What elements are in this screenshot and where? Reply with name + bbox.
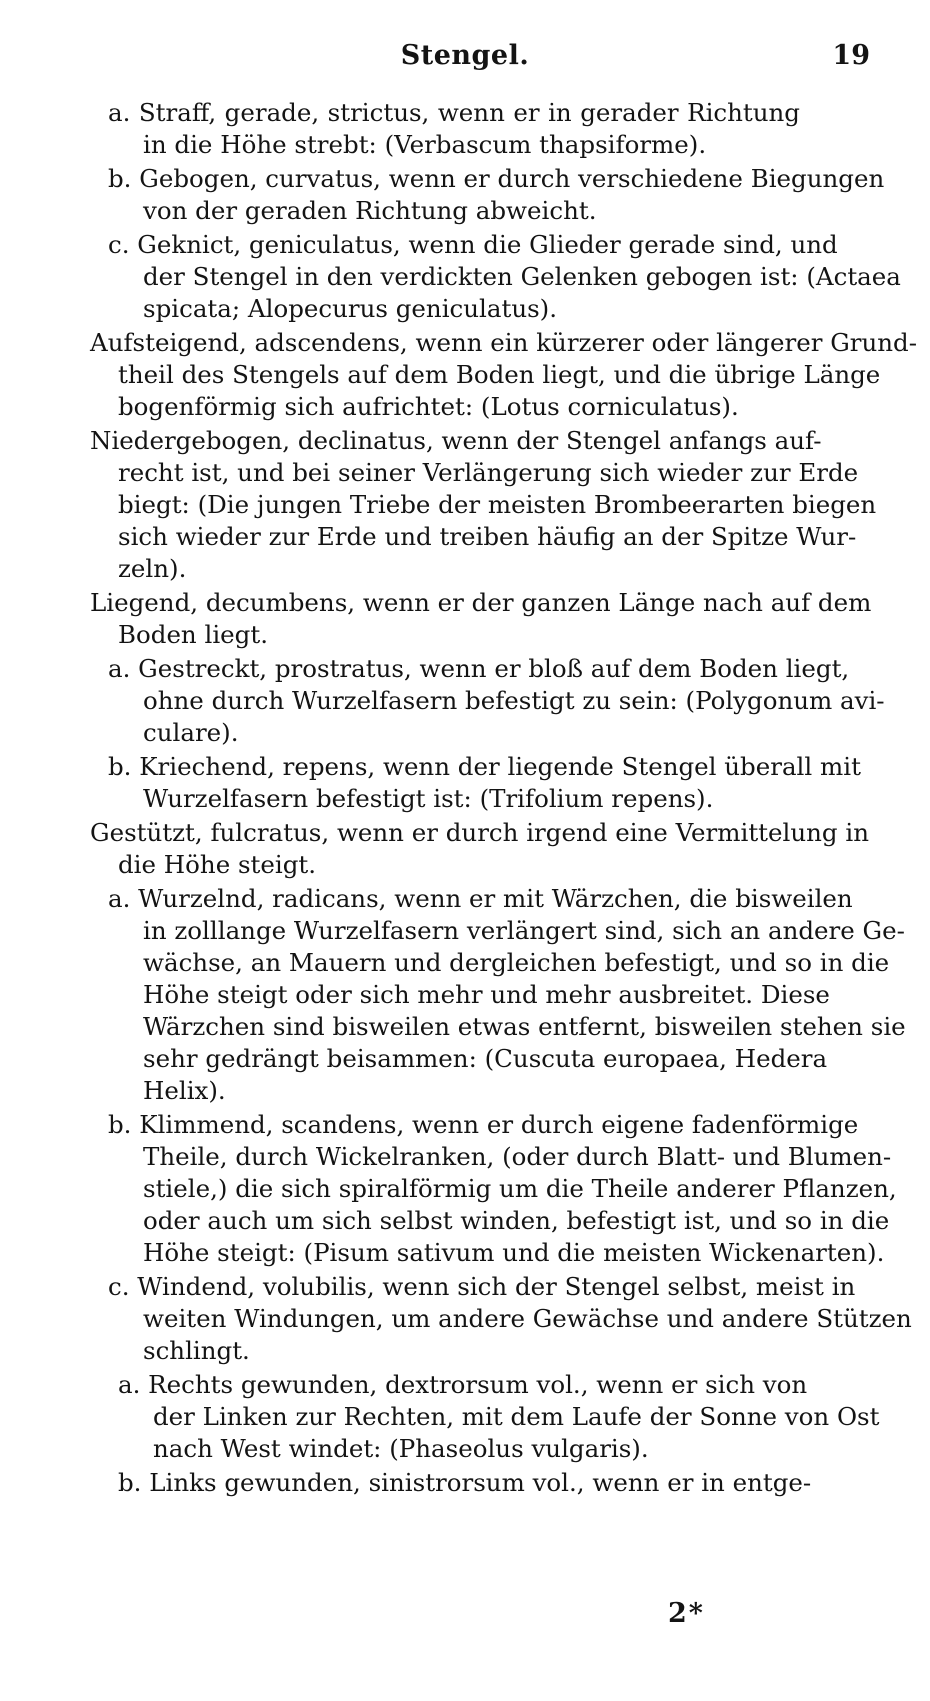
text-line: in zolllange Wurzelfasern verlängert sind, sich an andere Ge- [143, 916, 905, 945]
text-line: b. Klimmend, scandens, wenn er durch eigene fadenförmige [108, 1110, 859, 1139]
text-line: sich wieder zur Erde und treiben häufig an der Spitze Wur- [118, 522, 857, 551]
text-line: a. Gestreckt, prostratus, wenn er bloß auf dem Boden liegt, [108, 654, 850, 683]
text-line: von der geraden Richtung abweicht. [143, 196, 597, 225]
text-line: sehr gedrängt beisammen: (Cuscuta europaea, Hedera [143, 1044, 828, 1073]
running-header [0, 40, 930, 80]
text-line: Boden liegt. [118, 620, 268, 649]
signature-mark: 2* [668, 1598, 705, 1629]
text-line: b. Gebogen, curvatus, wenn er durch verschiedene Biegungen [108, 164, 885, 193]
text-line: bogenförmig sich aufrichtet: (Lotus corniculatus). [118, 392, 739, 421]
text-line: Wurzelfasern befestigt ist: (Trifolium repens). [143, 784, 714, 813]
text-line: Aufsteigend, adscendens, wenn ein kürzerer oder längerer Grund- [90, 328, 918, 357]
text-line: a. Rechts gewunden, dextrorsum vol., wenn er sich von [118, 1370, 808, 1399]
text-line: spicata; Alopecurus geniculatus). [143, 294, 558, 323]
text-line: culare). [143, 718, 239, 747]
page-number: 19 [832, 40, 870, 71]
text-line: wächse, an Mauern und dergleichen befestigt, und so in die [143, 948, 890, 977]
text-line: recht ist, und bei seiner Verlängerung sich wieder zur Erde [118, 458, 859, 487]
text-line: b. Links gewunden, sinistrorsum vol., wenn er in entge- [118, 1468, 812, 1497]
text-line: Theile, durch Wickelranken, (oder durch Blatt- und Blumen- [143, 1142, 892, 1171]
text-line: nach West windet: (Phaseolus vulgaris). [153, 1434, 649, 1463]
text-line: zeln). [118, 554, 187, 583]
text-line: Niedergebogen, declinatus, wenn der Stengel anfangs auf- [90, 426, 822, 455]
text-line: stiele,) die sich spiralförmig um die Theile anderer Pflanzen, [143, 1174, 897, 1203]
text-line: ohne durch Wurzelfasern befestigt zu sein: (Polygonum avi- [143, 686, 885, 715]
text-line: Höhe steigt: (Pisum sativum und die meisten Wickenarten). [143, 1238, 885, 1267]
text-line: Gestützt, fulcratus, wenn er durch irgend eine Vermittelung in [90, 818, 869, 847]
text-line: c. Windend, volubilis, wenn sich der Stengel selbst, meist in [108, 1272, 856, 1301]
text-line: der Linken zur Rechten, mit dem Laufe der Sonne von Ost [153, 1402, 880, 1431]
text-line: biegt: (Die jungen Triebe der meisten Brombeerarten biegen [118, 490, 877, 519]
text-line: c. Geknict, geniculatus, wenn die Glieder gerade sind, und [108, 230, 838, 259]
text-line: Liegend, decumbens, wenn er der ganzen Länge nach auf dem [90, 588, 872, 617]
text-line: b. Kriechend, repens, wenn der liegende Stengel überall mit [108, 752, 861, 781]
text-line: a. Straff, gerade, strictus, wenn er in gerader Richtung [108, 98, 800, 127]
running-title: Stengel. [400, 40, 530, 71]
text-line: Wärzchen sind bisweilen etwas entfernt, bisweilen stehen sie [143, 1012, 906, 1041]
text-line: in die Höhe strebt: (Verbascum thapsiforme). [143, 130, 707, 159]
text-line: Höhe steigt oder sich mehr und mehr ausbreitet. Diese [143, 980, 830, 1009]
text-line: Helix). [143, 1076, 226, 1105]
text-line: weiten Windungen, um andere Gewächse und andere Stützen [143, 1304, 912, 1333]
text-line: theil des Stengels auf dem Boden liegt, und die übrige Länge [118, 360, 881, 389]
text-line: die Höhe steigt. [118, 850, 317, 879]
text-line: oder auch um sich selbst winden, befestigt ist, und so in die [143, 1206, 890, 1235]
text-line: schlingt. [143, 1336, 250, 1365]
text-line: der Stengel in den verdickten Gelenken gebogen ist: (Actaea [143, 262, 901, 291]
text-line: a. Wurzelnd, radicans, wenn er mit Wärzchen, die bisweilen [108, 884, 853, 913]
